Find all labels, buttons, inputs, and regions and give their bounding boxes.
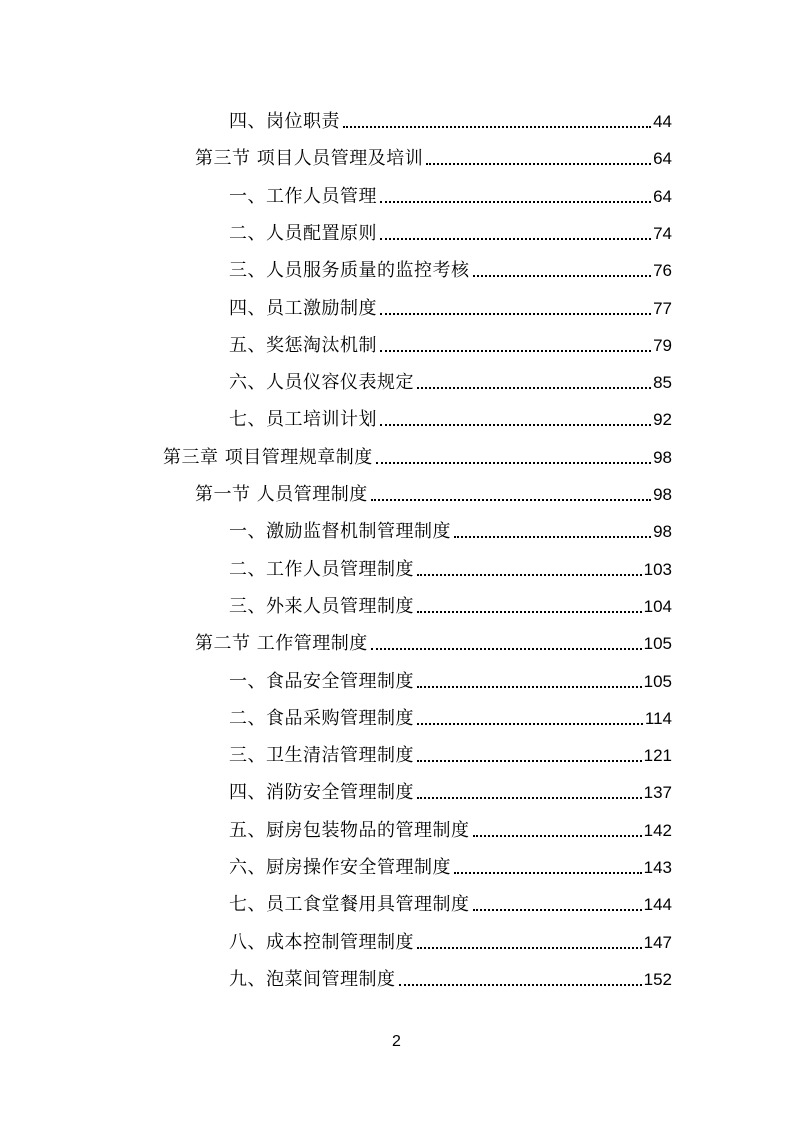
page-number: 2 [392, 1033, 401, 1050]
toc-entry-title: 五、奖惩淘汰机制 [229, 334, 377, 356]
toc-entry-title: 六、厨房操作安全管理制度 [229, 857, 451, 878]
toc-entry-title: 三、人员服务质量的监控考核 [229, 260, 470, 282]
toc-entry-page: 144 [643, 895, 672, 915]
toc-entry-page: 105 [643, 634, 672, 654]
toc-entry-page: 64 [653, 186, 672, 206]
toc-entry-page: 76 [653, 261, 672, 281]
toc-entry[interactable] [229, 737, 672, 767]
toc-dot-leader [473, 275, 652, 277]
toc-entry-title: 八、成本控制管理制度 [229, 931, 414, 953]
toc-dot-leader [417, 686, 642, 688]
toc-entry-page: 143 [643, 858, 672, 877]
toc-entry[interactable] [229, 252, 672, 282]
toc-entry-page: 98 [653, 485, 672, 504]
toc-entry[interactable] [229, 924, 672, 954]
toc-dot-leader [371, 648, 642, 650]
toc-entry[interactable] [229, 215, 672, 245]
toc-entry[interactable] [195, 476, 672, 506]
toc-dot-leader [376, 462, 651, 464]
toc-dot-leader [417, 797, 642, 799]
toc-entry-title: 四、消防安全管理制度 [229, 782, 414, 804]
toc-entry-title: 第二节 工作管理制度 [195, 633, 368, 655]
toc-entry-title: 第三节 项目人员管理及培训 [195, 148, 424, 170]
toc-entry-page: 104 [643, 596, 672, 616]
toc-entry-title: 三、外来人员管理制度 [229, 595, 414, 617]
toc-entry-page: 44 [653, 112, 672, 131]
toc-entry[interactable] [229, 588, 672, 618]
toc-entry[interactable] [229, 700, 672, 730]
toc-entry-title: 第一节 人员管理制度 [195, 484, 368, 505]
toc-entry[interactable] [229, 961, 672, 991]
toc-entry-page: 142 [643, 820, 672, 840]
toc-dot-leader [417, 723, 643, 725]
toc-dot-leader [417, 611, 642, 613]
toc-entry[interactable] [229, 178, 672, 208]
toc-dot-leader [417, 387, 651, 389]
toc-entry[interactable] [163, 439, 672, 469]
toc-dot-leader [417, 947, 642, 949]
toc-entry-title: 五、厨房包装物品的管理制度 [229, 819, 470, 841]
toc-dot-leader [380, 350, 651, 352]
toc-entry-page: 147 [643, 932, 672, 952]
toc-dot-leader [417, 574, 642, 576]
toc-entry-title: 二、工作人员管理制度 [229, 558, 414, 580]
toc-entry-title: 一、工作人员管理 [229, 185, 377, 207]
toc-entry-page: 121 [643, 746, 672, 766]
toc-entry-title: 九、泡菜间管理制度 [229, 968, 396, 990]
toc-dot-leader [417, 760, 642, 762]
toc-entry-page: 74 [653, 223, 672, 243]
toc-entry[interactable] [229, 290, 672, 320]
toc-entry-page: 79 [653, 335, 672, 355]
toc-dot-leader [380, 313, 651, 315]
toc-dot-leader [473, 835, 642, 837]
toc-dot-leader [380, 201, 651, 203]
toc-entry[interactable] [229, 886, 672, 916]
toc-entry-title: 四、员工激励制度 [229, 297, 377, 319]
toc-entry-page: 152 [643, 969, 672, 989]
toc-entry[interactable] [229, 663, 672, 693]
toc-entry-title: 第三章 项目管理规章制度 [163, 446, 373, 468]
toc-entry[interactable] [229, 513, 672, 543]
toc-entry[interactable] [229, 364, 672, 394]
toc-entry-title: 七、员工培训计划 [229, 409, 377, 431]
toc-entry-title: 六、人员仪容仪表规定 [229, 372, 414, 394]
toc-dot-leader [426, 163, 651, 165]
toc-entry-page: 114 [644, 708, 672, 728]
toc-entry-title: 二、食品采购管理制度 [229, 707, 414, 729]
toc-entry[interactable] [229, 774, 672, 804]
toc-entry-page: 64 [653, 149, 672, 169]
toc-dot-leader [454, 536, 651, 538]
toc-entry-page: 98 [653, 447, 672, 467]
toc-entry[interactable] [229, 551, 672, 581]
toc-entry[interactable] [229, 401, 672, 431]
toc-entry-title: 二、人员配置原则 [229, 222, 377, 244]
toc-entry-page: 85 [653, 373, 672, 393]
toc-entry[interactable] [229, 327, 672, 357]
toc-dot-leader [371, 499, 651, 501]
toc-dot-leader [454, 872, 642, 874]
toc-entry-title: 一、食品安全管理制度 [229, 670, 414, 692]
toc-entry-title: 四、岗位职责 [229, 111, 340, 132]
toc-entry-page: 98 [653, 522, 672, 542]
toc-entry-page: 92 [653, 410, 672, 430]
toc-entry-page: 103 [643, 559, 672, 579]
toc-dot-leader [473, 909, 642, 911]
toc-entry-page: 77 [653, 298, 672, 318]
toc-entry[interactable] [229, 812, 672, 842]
toc-entry[interactable] [195, 140, 672, 170]
toc-entry-title: 七、员工食堂餐用具管理制度 [229, 894, 470, 916]
toc-entry[interactable] [195, 625, 672, 655]
toc-entry-title: 三、卫生清洁管理制度 [229, 745, 414, 767]
toc-dot-leader [343, 126, 651, 128]
toc-dot-leader [399, 984, 642, 986]
toc-entry-page: 105 [643, 671, 672, 691]
toc-dot-leader [380, 424, 651, 426]
toc-entry-page: 137 [643, 783, 672, 803]
toc-entry[interactable] [229, 103, 672, 133]
toc-entry[interactable] [229, 849, 672, 879]
toc-entry-title: 一、激励监督机制管理制度 [229, 521, 451, 543]
toc-dot-leader [380, 238, 651, 240]
